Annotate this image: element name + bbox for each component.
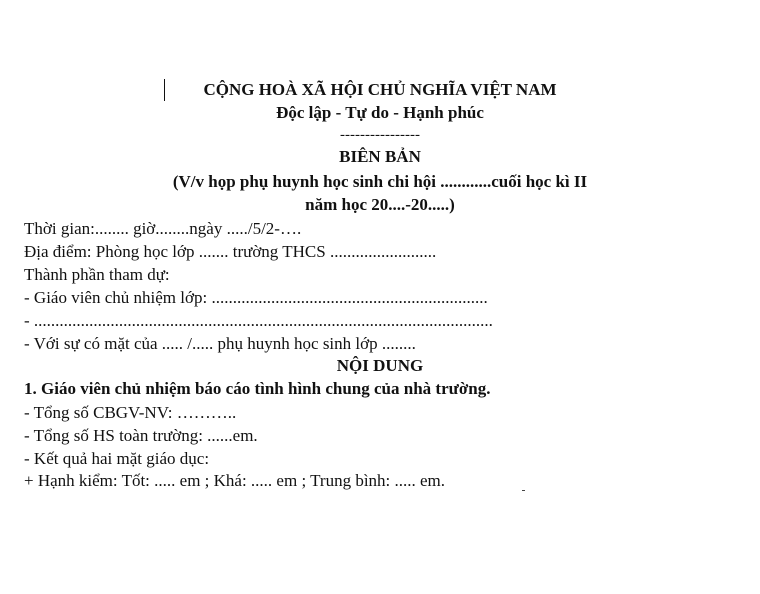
document-title: BIÊN BẢN (339, 147, 421, 166)
section1-title: 1. Giáo viên chủ nhiệm báo cáo tình hình chung của nhà trường. (24, 379, 491, 398)
stray-mark (522, 490, 525, 491)
parents-attendance-line: - Với sự có mặt của ..... /..... phụ huynh học sinh lớp ........ (24, 334, 416, 353)
document-subtitle-line1: (V/v họp phụ huynh học sinh chi hội ............cuối học kì II (172, 172, 588, 191)
homeroom-teacher-line: - Giáo viên chủ nhiệm lớp: ................................................................. (24, 288, 488, 307)
staff-total-line: - Tổng số CBGV-NV: ……….. (24, 403, 237, 422)
conduct-line: + Hạnh kiểm: Tốt: ..... em ; Khá: ..... em ; Trung bình: ..... em. (24, 471, 446, 490)
meeting-location: Địa điểm: Phòng học lớp ....... trường THCS ......................... (24, 242, 437, 261)
other-participant-line: - ............................................................................................................ (24, 311, 493, 330)
document-subtitle-line2: năm học 20....-20.....) (305, 195, 455, 214)
participants-label: Thành phần tham dự: (24, 265, 170, 284)
header-divider: ---------------- (340, 127, 420, 143)
country-heading: CỘNG HOÀ XÃ HỘI CHỦ NGHĨA VIỆT NAM (203, 80, 557, 99)
students-total-line: - Tổng số HS toàn trường: ......em. (24, 426, 258, 445)
education-results-line: - Kết quả hai mặt giáo dục: (24, 449, 210, 468)
meeting-time: Thời gian:........ giờ........ngày ...../5/2-…. (24, 219, 302, 238)
motto: Độc lập - Tự do - Hạnh phúc (276, 103, 484, 122)
content-heading: NỘI DUNG (336, 356, 424, 375)
